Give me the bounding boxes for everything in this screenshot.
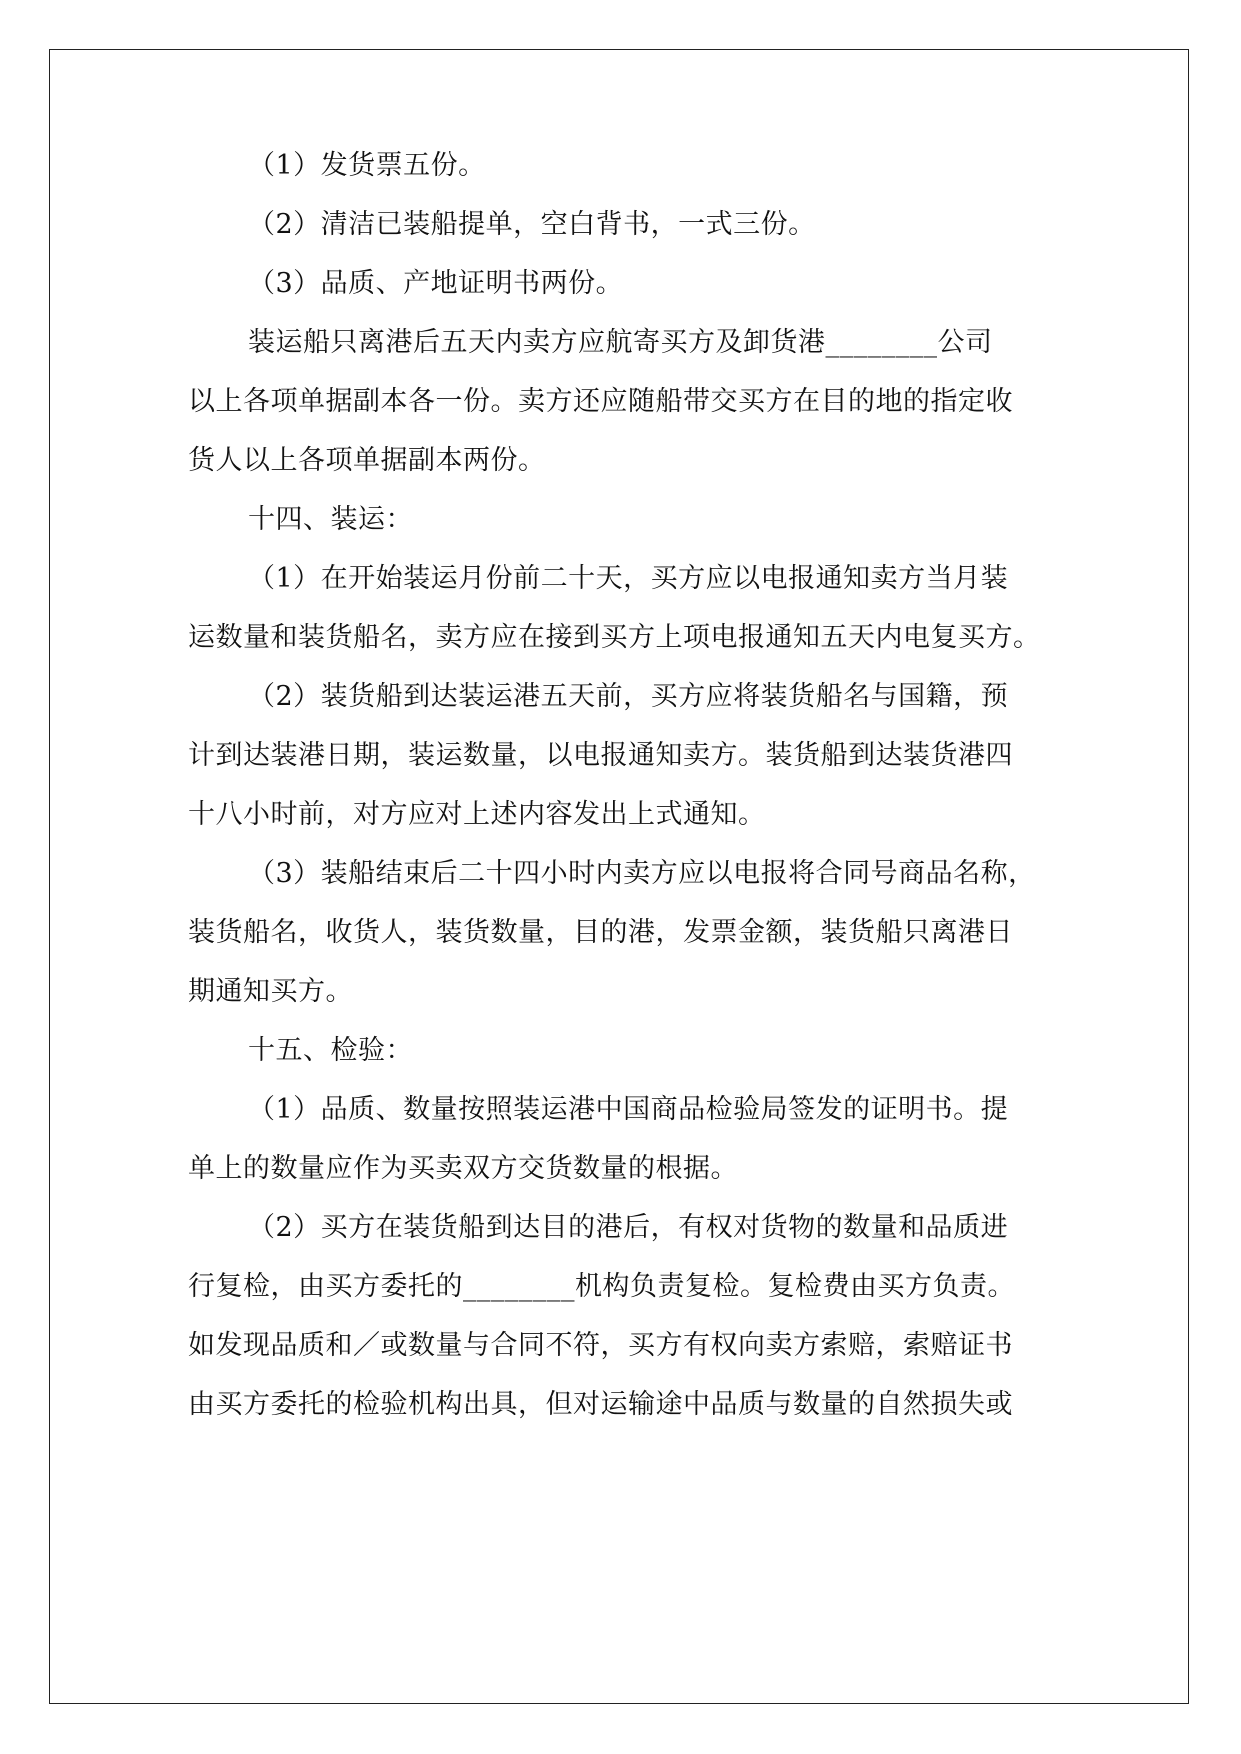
text-line: 十八小时前，对方应对上述内容发出上式通知。 bbox=[188, 799, 766, 830]
text-line: 以上各项单据副本各一份。卖方还应随船带交买方在目的地的指定收 bbox=[188, 386, 1013, 417]
text-line: 行复检，由买方委托的________机构负责复检。复检费由买方负责。 bbox=[188, 1271, 1015, 1302]
text-line: （1）品质、数量按照装运港中国商品检验局签发的证明书。提 bbox=[248, 1094, 1009, 1125]
text-line: （3）装船结束后二十四小时内卖方应以电报将合同号商品名称， bbox=[248, 858, 1036, 889]
section-heading: 十五、检验： bbox=[248, 1035, 413, 1066]
text-line: （3）品质、产地证明书两份。 bbox=[248, 268, 624, 299]
text-line: （2）买方在装货船到达目的港后，有权对货物的数量和品质进 bbox=[248, 1212, 1009, 1243]
text-line: 装运船只离港后五天内卖方应航寄买方及卸货港________公司 bbox=[248, 327, 993, 358]
text-line: （2）清洁已装船提单，空白背书，一式三份。 bbox=[248, 209, 816, 240]
section-heading: 十四、装运： bbox=[248, 504, 413, 535]
text-line: 装货船名，收货人，装货数量，目的港，发票金额，装货船只离港日 bbox=[188, 917, 1013, 948]
text-line: 运数量和装货船名，卖方应在接到买方上项电报通知五天内电复买方。 bbox=[188, 622, 1041, 653]
text-line: 计到达装港日期，装运数量，以电报通知卖方。装货船到达装货港四 bbox=[188, 740, 1013, 771]
text-line: 期通知买方。 bbox=[188, 976, 353, 1007]
text-line: 如发现品质和／或数量与合同不符，买方有权向卖方索赔，索赔证书 bbox=[188, 1330, 1013, 1361]
text-line: 货人以上各项单据副本两份。 bbox=[188, 445, 546, 476]
text-line: （1）发货票五份。 bbox=[248, 150, 486, 181]
text-line: （1）在开始装运月份前二十天，买方应以电报通知卖方当月装 bbox=[248, 563, 1009, 594]
text-line: 由买方委托的检验机构出具，但对运输途中品质与数量的自然损失或 bbox=[188, 1389, 1013, 1420]
text-line: 单上的数量应作为买卖双方交货数量的根据。 bbox=[188, 1153, 738, 1184]
text-line: （2）装货船到达装运港五天前，买方应将装货船名与国籍，预 bbox=[248, 681, 1009, 712]
